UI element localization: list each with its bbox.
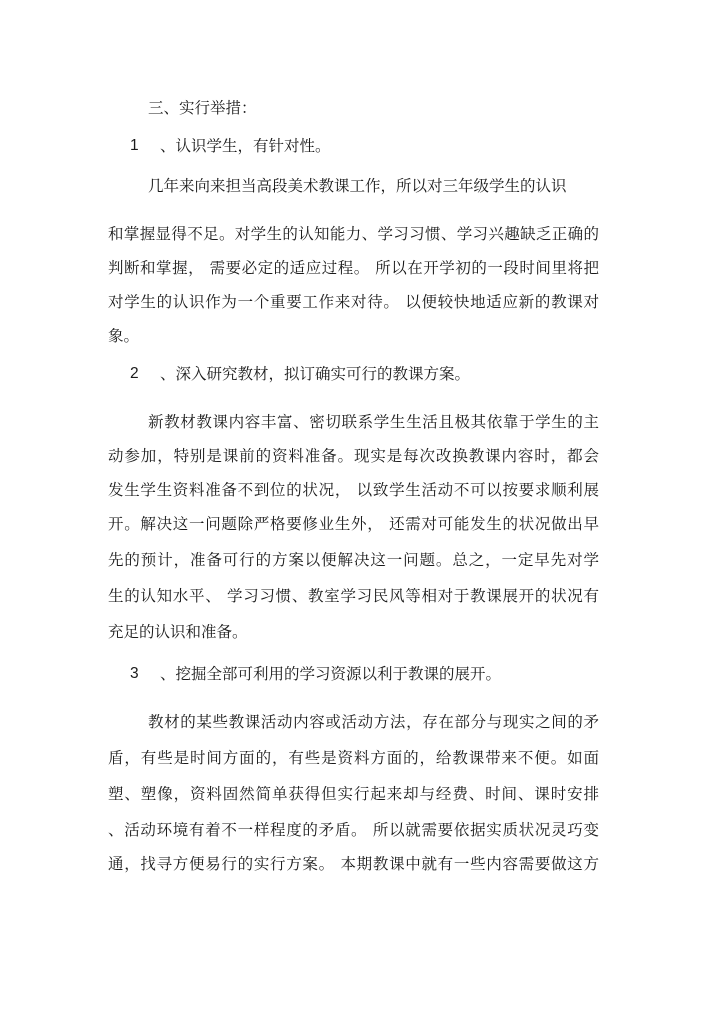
- item-2-line-2: 动参加，特别是课前的资料准备。现实是每次改换教课内容时，都会: [108, 447, 599, 465]
- item-2-line-4: 开。解决这一问题除严格要修业生外， 还需对可能发生的状况做出早: [108, 515, 599, 533]
- item-2-heading: 、深入研究教材，拟订确实可行的教课方案。: [160, 365, 471, 383]
- item-1-line-5: 象。: [108, 327, 140, 345]
- item-3-line-4: 、活动环境有着不一样程度的矛盾。 所以就需要依据实质状况灵巧变: [108, 821, 599, 839]
- item-2-line-5: 先的预计，准备可行的方案以便解决这一问题。总之，一定早先对学: [108, 551, 599, 569]
- item-1-heading: 、认识学生，有针对性。: [160, 137, 331, 155]
- item-1-line-2: 和掌握显得不足。对学生的认知能力、学习习惯、学习兴趣缺乏正确的: [108, 225, 599, 243]
- section-title: 三、实行举措：: [148, 99, 257, 117]
- item-1-line-4: 对学生的认识作为一个重要工作来对待。 以便较快地适应新的教课对: [108, 293, 599, 311]
- item-3-heading: 、挖掘全部可利用的学习资源以利于教课的展开。: [160, 665, 502, 683]
- item-1-line-3: 判断和掌握， 需要必定的适应过程。 所以在开学初的一段时间里将把: [108, 259, 599, 277]
- item-2-line-7: 充足的认识和准备。: [108, 623, 248, 641]
- item-3-line-2: 盾，有些是时间方面的，有些是资料方面的，给教课带来不便。如面: [108, 749, 599, 767]
- item-2-line-6: 生的认知水平、 学习习惯、教室学习民风等相对于教课展开的状况有: [108, 587, 599, 605]
- item-3-number: 3: [130, 665, 139, 682]
- item-2-line-3: 发生学生资料准备不到位的状况， 以致学生活动不可以按要求顺利展: [108, 481, 599, 499]
- item-3-line-3: 塑、塑像，资料固然简单获得但实行起来却与经费、时间、课时安排: [108, 785, 599, 803]
- item-3-line-1: 教材的某些教课活动内容或活动方法，存在部分与现实之间的矛: [148, 713, 599, 731]
- item-2-line-1: 新教材教课内容丰富、密切联系学生生活且极其依靠于学生的主: [148, 413, 599, 431]
- item-1-number: 1: [130, 137, 139, 154]
- item-3-line-5: 通，找寻方便易行的实行方案。 本期教课中就有一些内容需要做这方: [108, 855, 599, 873]
- item-1-line-1: 几年来向来担当高段美术教课工作，所以对三年级学生的认识: [148, 177, 567, 195]
- item-2-number: 2: [130, 365, 139, 382]
